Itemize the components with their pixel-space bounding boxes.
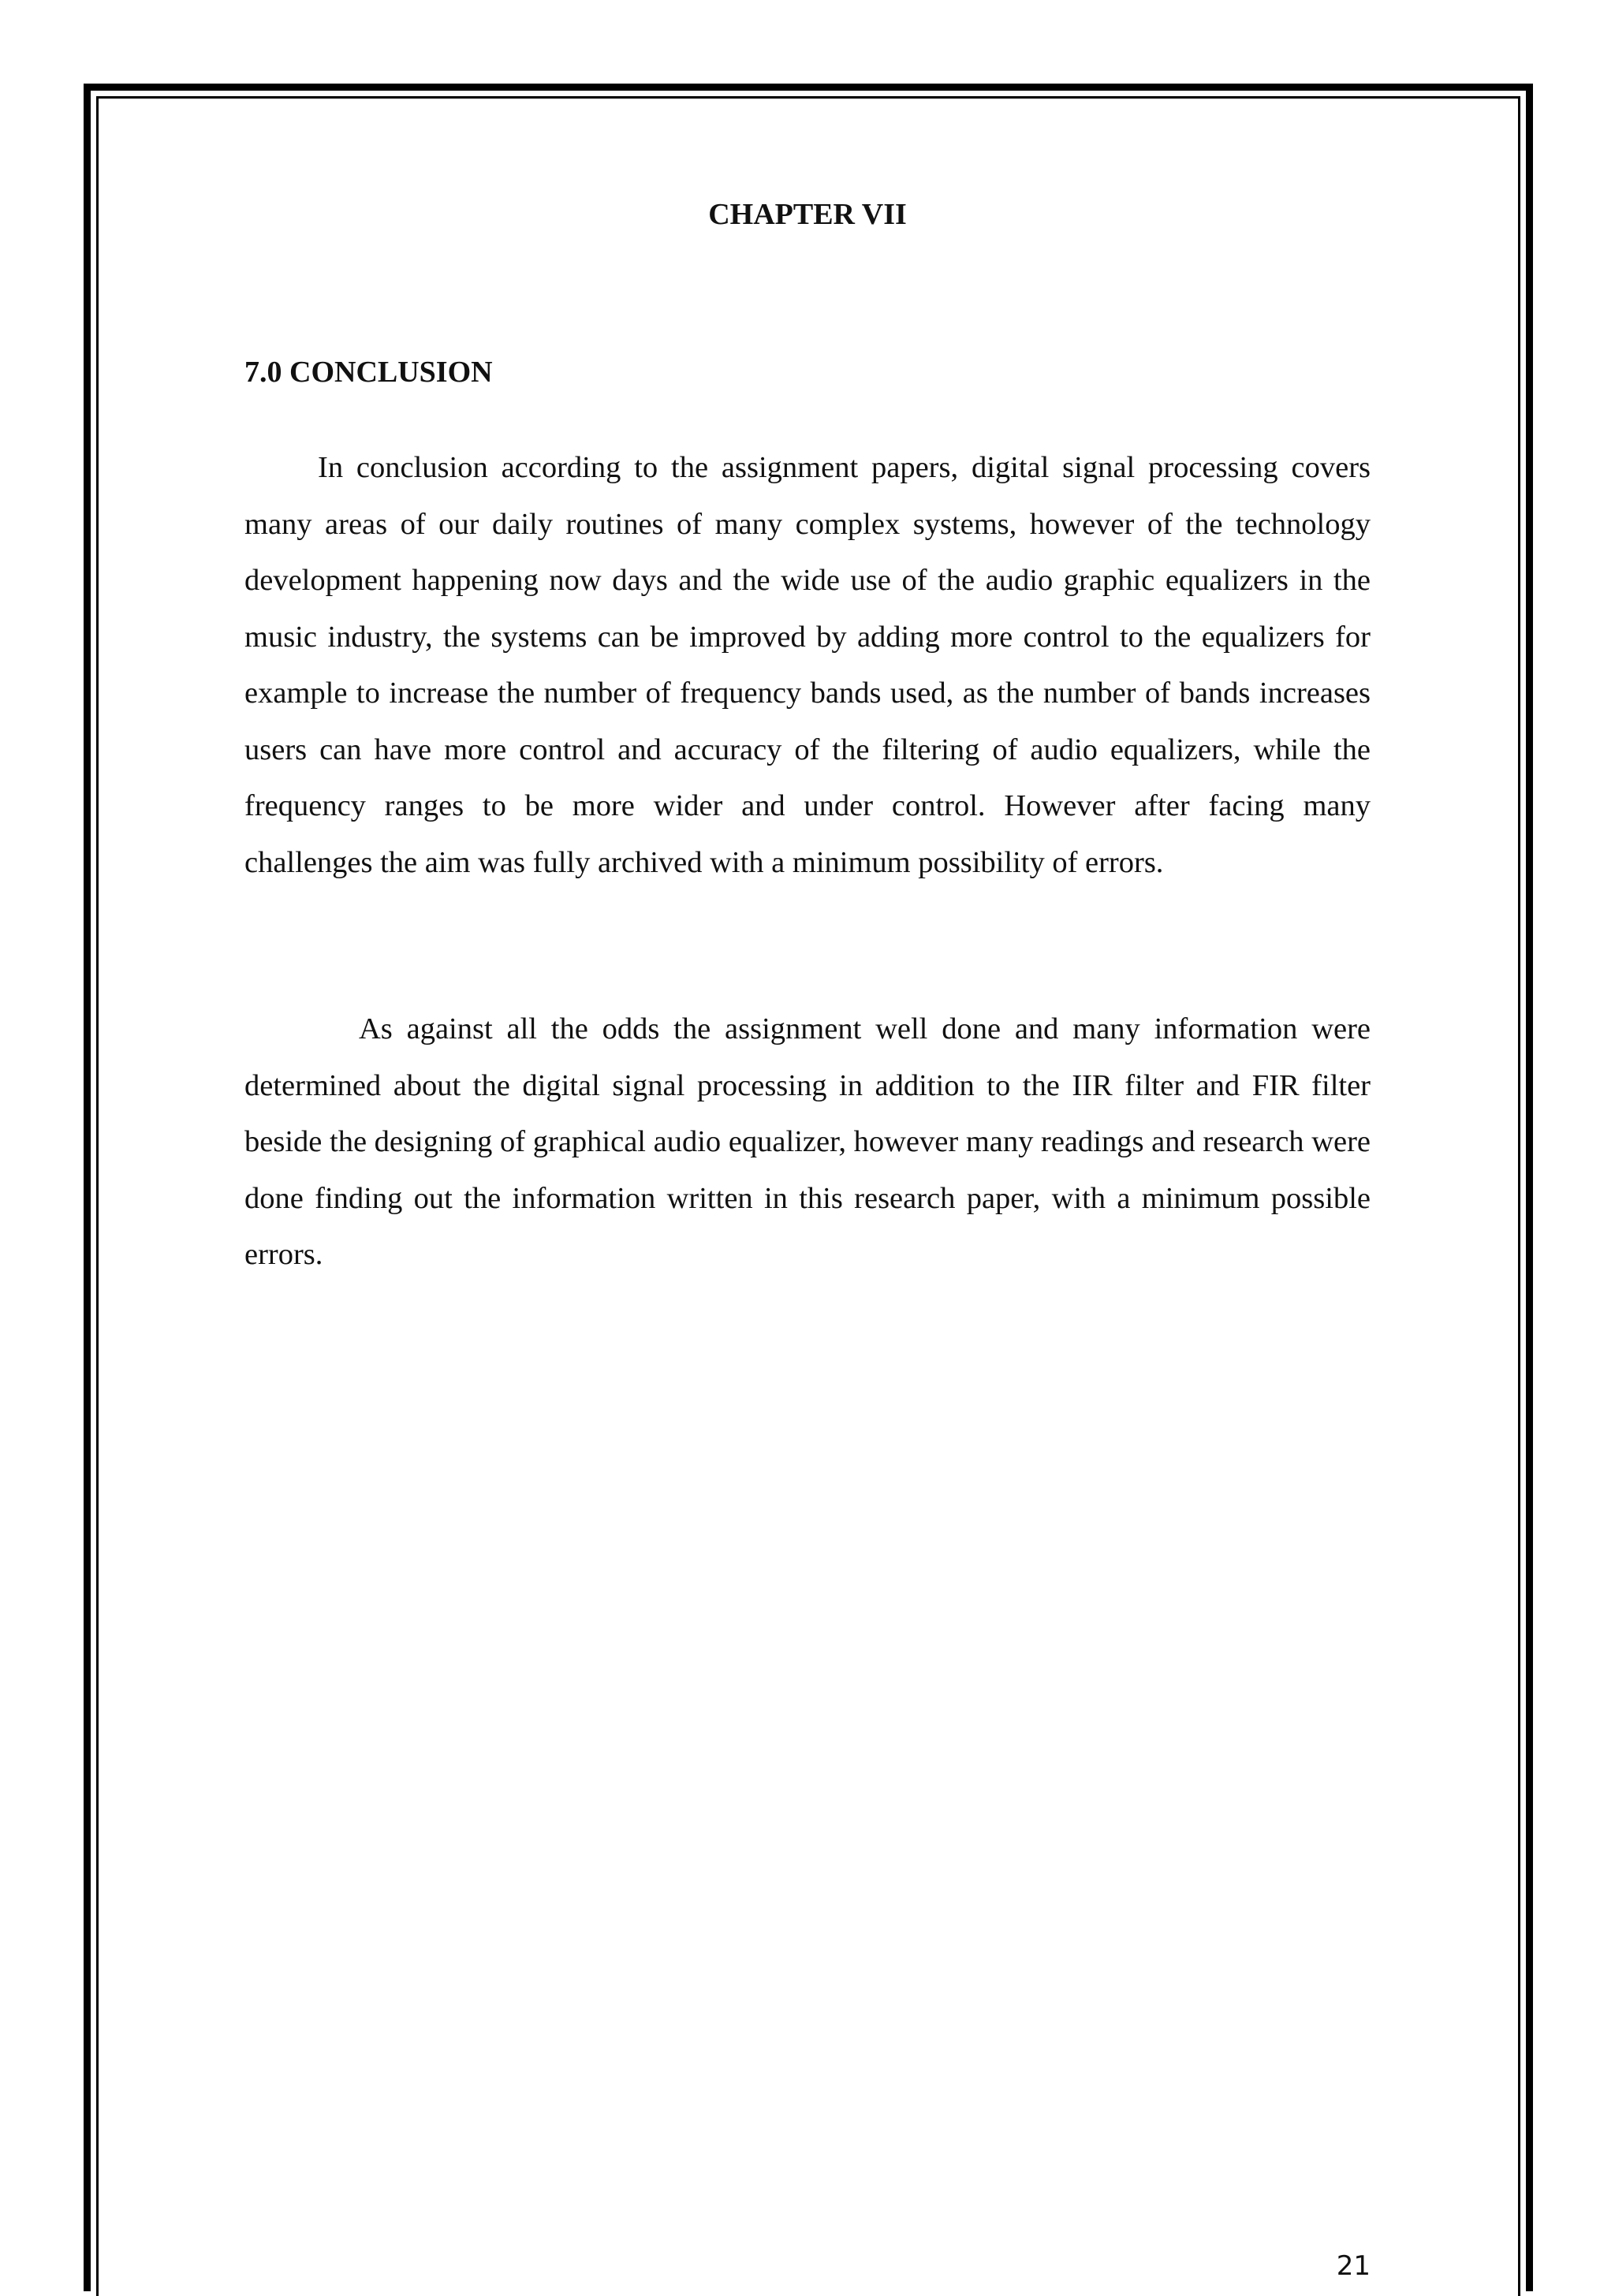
page-number: 21 <box>1336 2250 1371 2282</box>
section-title: 7.0 CONCLUSION <box>244 356 493 389</box>
body-paragraph: As against all the odds the assignment well done and many information were determined about the digital signal processing in addition to the IIR filter and FIR filter beside the designing of graphical audio equalizer, however many readings and research were done finding out the information written in this research paper, with a minimum possible errors. <box>244 1012 1371 1271</box>
body-paragraph: In conclusion according to the assignment papers, digital signal processing covers many areas of our daily routines of many complex systems, however of the technology development happening now days and the wide use of the audio graphic equalizers in the music industry, the systems can be improved by adding more control to the equalizers for example to increase the number of frequency bands used, as the number of bands increases users can have more control and accuracy of the filtering of audio equalizers, while the frequency ranges to be more wider and under control. However after facing many challenges the aim was fully archived with a minimum possibility of errors. <box>244 451 1371 879</box>
chapter-title: CHAPTER VII <box>708 198 907 231</box>
